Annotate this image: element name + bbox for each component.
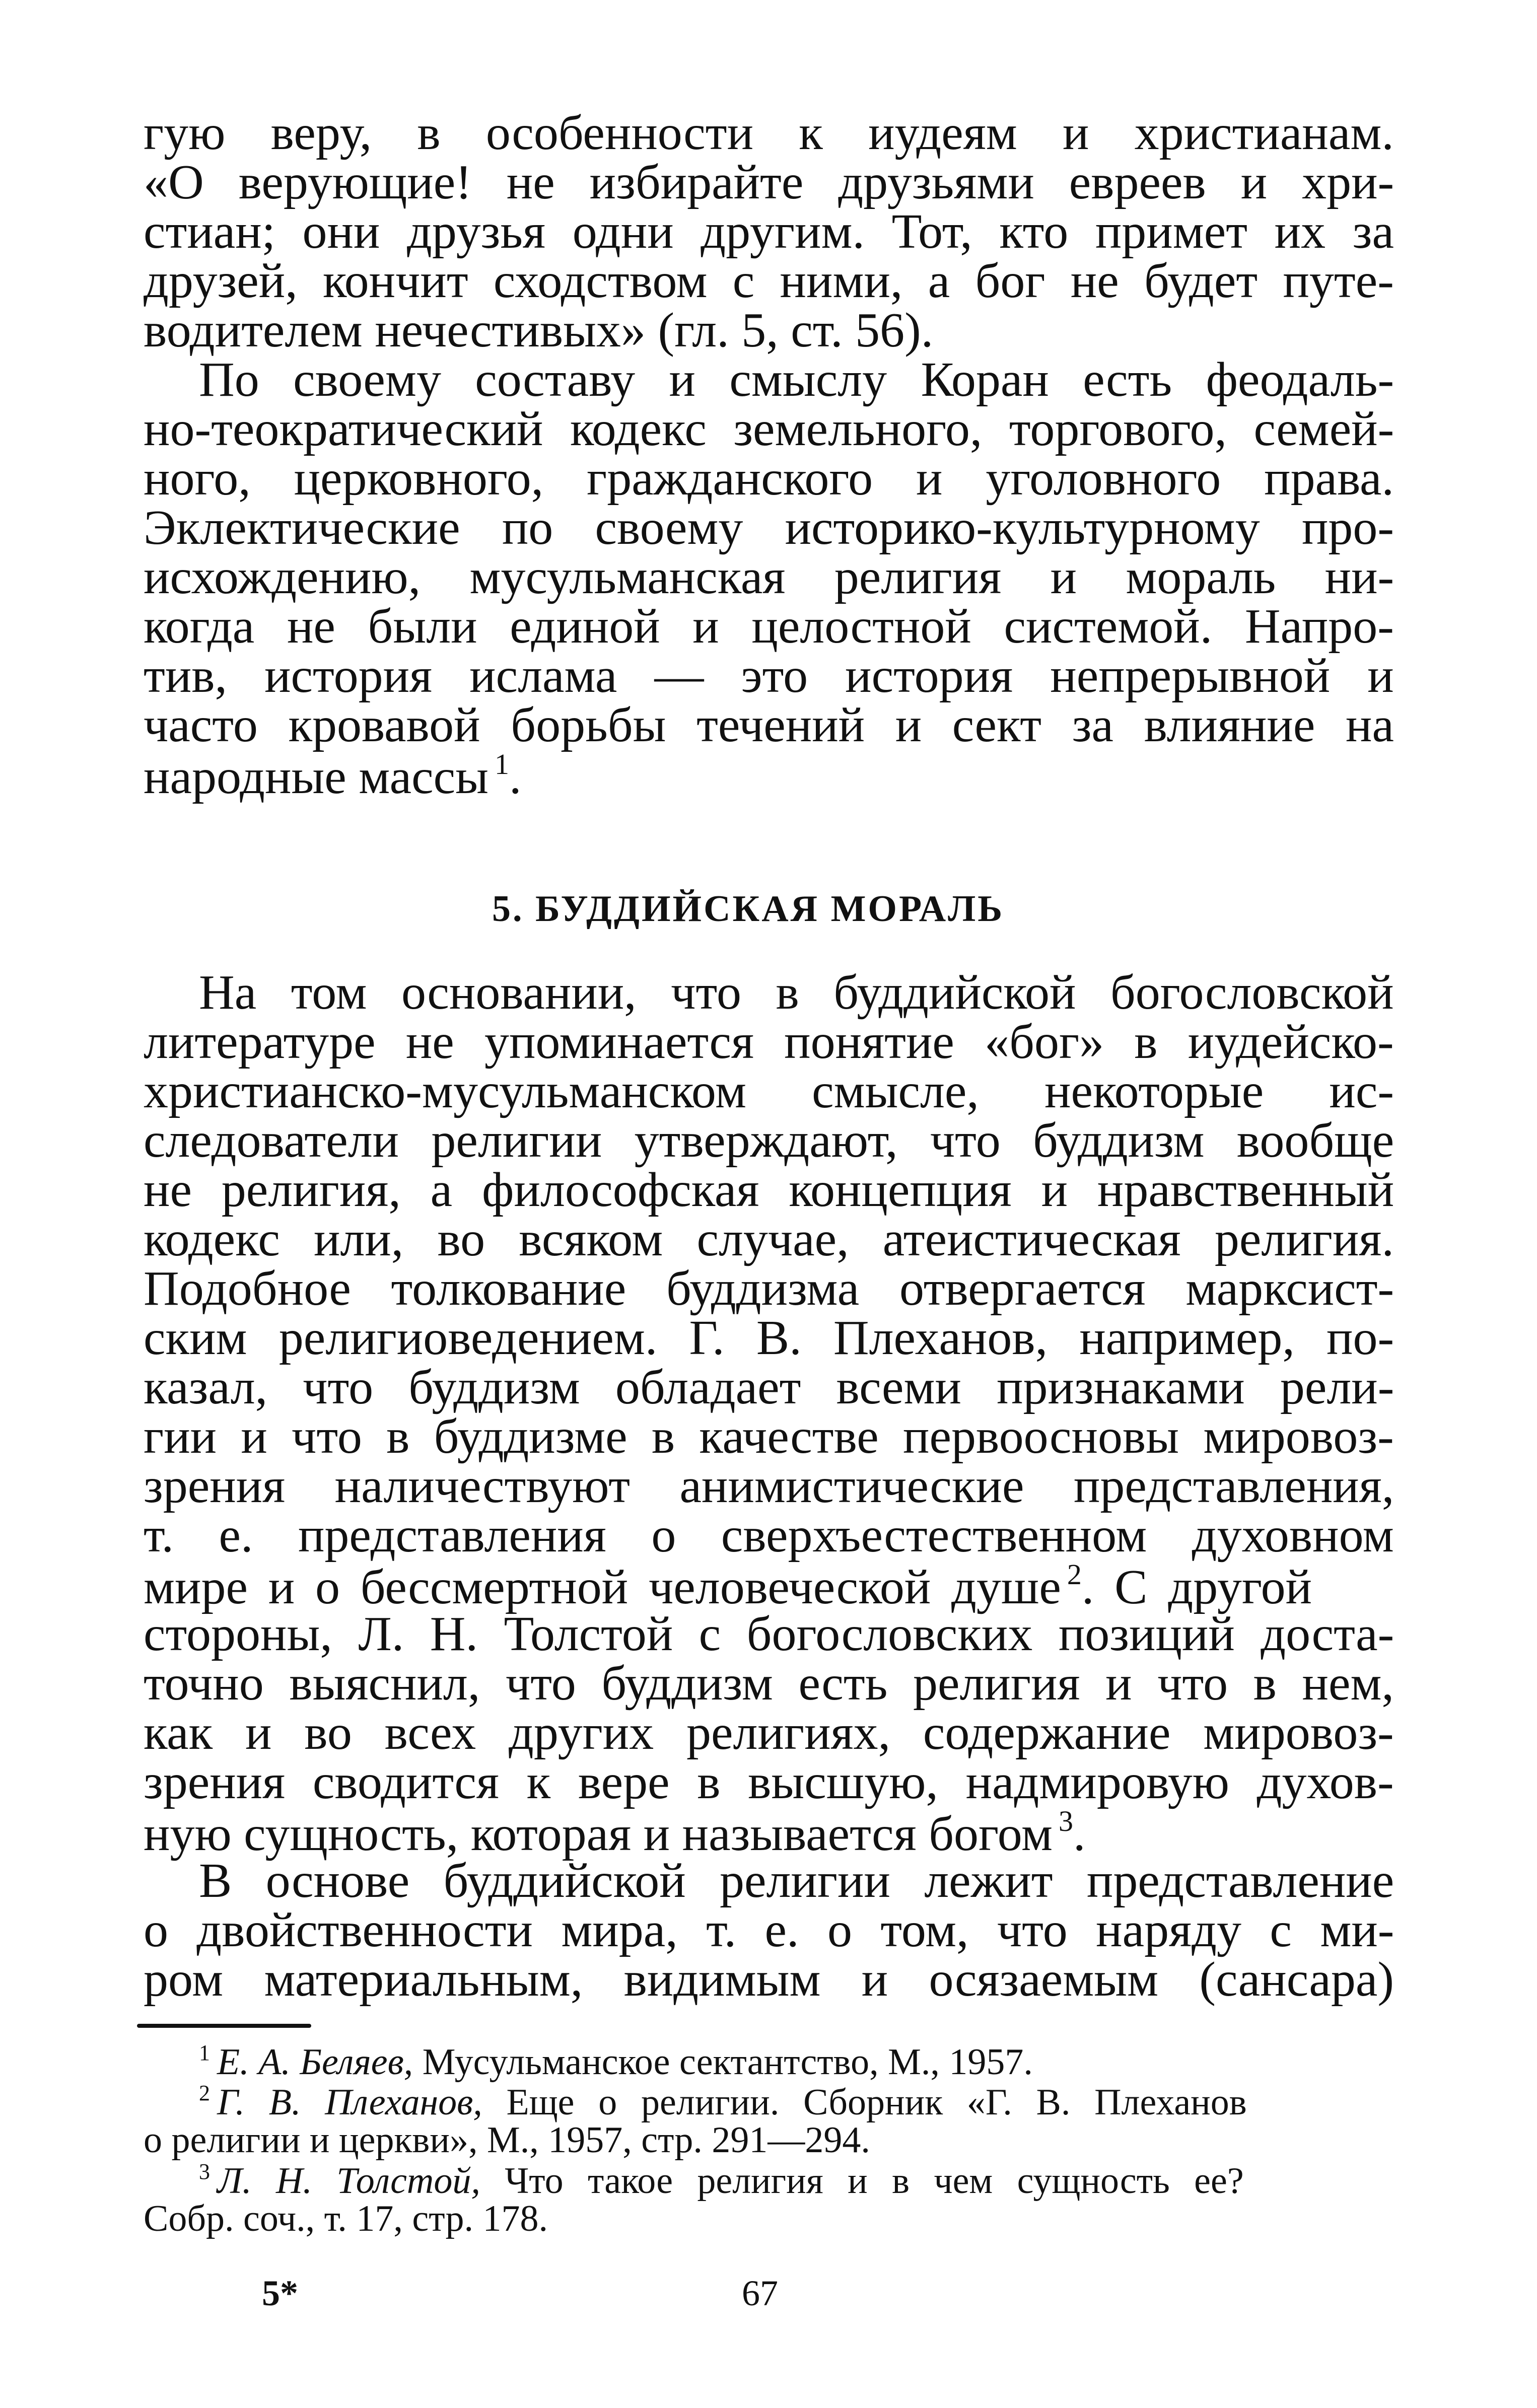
text-line: водителем нечестивых» (гл. 5, ст. 56). [144,303,934,358]
text-line [144,1560,1312,1612]
signature-mark: 5* [262,2273,298,2313]
text-line: зрения наличествуют анимистические представления, [144,1459,1394,1513]
page-number: 67 [742,2273,778,2313]
text-line: В основе буддийской религии лежит представление [199,1854,1394,1908]
text-line: т. е. представления о сверхъестественном духовном [144,1508,1394,1563]
text-line [144,750,521,802]
text-line: тив, история ислама — это история непрерывной и [144,649,1394,703]
footnote-ref-3[interactable]: 3 [1058,1805,1073,1837]
text-line: По своему составу и смыслу Коран есть феодаль- [199,352,1394,407]
text-line: но-теократический кодекс земельного, торгового, семей- [144,402,1394,456]
text-line: гую веру, в особенности к иудеям и христианам. [144,106,1394,160]
text-line: стороны, Л. Н. Толстой с богословских позиций доста- [144,1607,1394,1661]
text-line: христианско-мусульманском смысле, некоторые ис- [144,1064,1394,1118]
text-line: «О верующие! не избирайте друзьями евреев и хри- [144,155,1394,209]
text-line: исхождению, мусульманская религия и мораль ни- [144,550,1394,604]
text-line: ного, церковного, гражданского и уголовного права. [144,451,1394,506]
text-line: когда не были единой и целостной системой. Напро- [144,599,1394,654]
text-fragment: народные массы [144,750,488,804]
footnote-3-continued: Собр. соч., т. 17, стр. 178. [144,2198,548,2239]
text-fragment: . С другой [1081,1560,1312,1614]
footnote-marker: 1 [199,2040,210,2065]
footnote-2 [199,2082,1247,2121]
text-line [144,1807,1085,1859]
footnote-author: Л. Н. Толстой, [217,2160,480,2202]
section-heading: 5. БУДДИЙСКАЯ МОРАЛЬ [492,888,1005,930]
text-line: Подобное толкование буддизма отвергается марксист- [144,1261,1394,1316]
text-line: часто кровавой борьбы течений и сект за влияние на [144,698,1394,752]
text-line: о двойственности мира, т. е. о том, что наряду с ми- [144,1903,1394,1957]
footnote-ref-1[interactable]: 1 [494,748,509,781]
text-line: литературе не упоминается понятие «бог» в иудейско- [144,1015,1394,1069]
text-line: ским религиоведением. Г. В. Плеханов, например, по- [144,1311,1394,1365]
footnote-2-continued: о религии и церкви», М., 1957, стр. 291—294. [144,2119,870,2161]
text-line: точно выяснил, что буддизм есть религия и что в нем, [144,1656,1394,1711]
text-fragment: мире и о бессмертной человеческой душе [144,1560,1061,1614]
text-line: как и во всех других религиях, содержание мировоз- [144,1706,1394,1760]
footnote-3 [199,2161,1244,2200]
footnote-author: Г. В. Плеханов, [217,2082,482,2123]
text-line: кодекс или, во всяком случае, атеистическая религия. [144,1212,1394,1266]
footnote-ref-2[interactable]: 2 [1067,1558,1082,1591]
footnote-author: Е. А. Беляев, [217,2041,413,2083]
period: . [1073,1807,1086,1861]
footnote-separator [137,2024,311,2028]
text-line: зрения сводится к вере в высшую, надмировую духов- [144,1755,1394,1809]
text-line: ром материальным, видимым и осязаемым (сансара) [144,1952,1394,2007]
text-line: На том основании, что в буддийской богословской [199,965,1394,1020]
text-line: следователи религии утверждают, что буддизм вообще [144,1113,1394,1168]
period: . [509,750,522,804]
footnote-text: Еще о религии. Сборник «Г. В. Плеханов [506,2082,1247,2123]
footnote-marker: 2 [199,2081,210,2105]
text-line: казал, что буддизм обладает всеми признаками рели- [144,1360,1394,1414]
footnote-text: Мусульманское сектантство, М., 1957. [422,2041,1033,2083]
text-line: гии и что в буддизме в качестве первоосновы мировоз- [144,1409,1394,1464]
text-line: не религия, а философская концепция и нравственный [144,1163,1394,1217]
text-line: стиан; они друзья одни другим. Тот, кто примет их за [144,204,1394,259]
footnote-marker: 3 [199,2159,210,2184]
text-line: друзей, кончит сходством с ними, а бог не будет путе- [144,254,1394,308]
text-line: Эклектические по своему историко-культурному про- [144,501,1394,555]
text-fragment: ную сущность, которая и называется богом [144,1807,1053,1861]
footnote-text: Что такое религия и в чем сущность ее? [505,2160,1244,2202]
footnote-1 [199,2042,1033,2081]
